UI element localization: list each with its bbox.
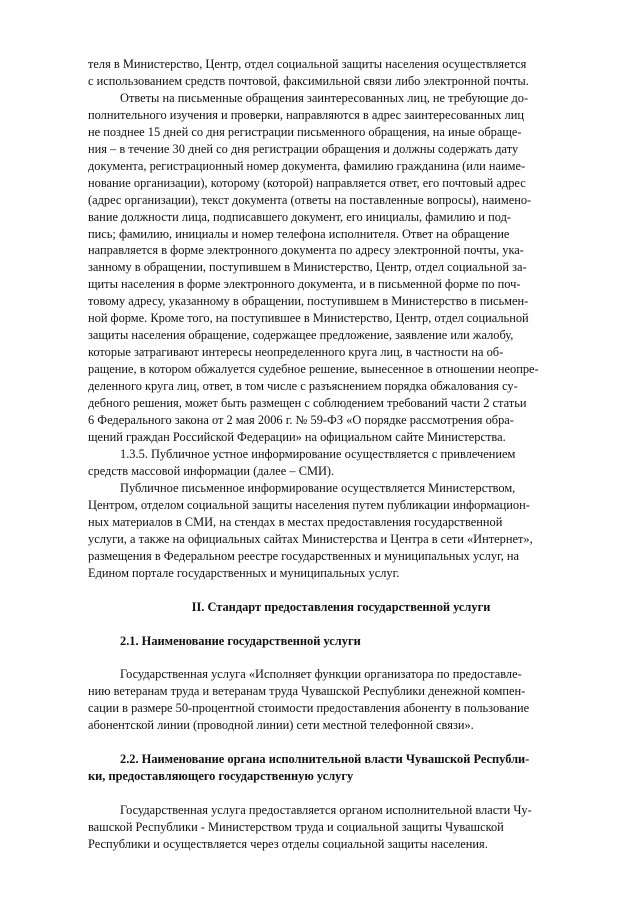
paragraph-service-name: Государственная услуга «Исполняет функции организатора по предоставле- нию ветеранам труда и ветеранам труда Чувашской Республики денежной компен- сации в размере 50-процентной стоимости предоставления абоненту в пользование абонентской линии (проводной линии) сети местной телефонной связи». [88, 667, 530, 733]
paragraph-public-written-informing: Публичное письменное информирование осуществляется Министерством, Центром, отделом социальной защиты населения путем публикации информацион- ных материалов в СМИ, на стендах в местах предоставления государственной услуги, а также на официальных сайтах Министерства и Центра в сети «Интернет», размещения в Федеральном реестре государственных и муниципальных услуг, на Едином портале государственных и муниципальных услуг. [88, 480, 533, 580]
paragraph-authority: Государственная услуга предоставляется органом исполнительной власти Чу- вашской Республики - Министерством труда и социальной защиты Чувашской Республики и осуществляется через отделы социальной защиты населения. [88, 803, 532, 852]
spacer [88, 785, 594, 802]
spacer [88, 582, 594, 599]
paragraph-information-channels: теля в Министерство, Центр, отдел социальной защиты населения осуществляется с использованием средств почтовой, факсимильной связи либо электронной почты. [88, 57, 529, 88]
paragraph-public-oral-informing: 1.3.5. Публичное устное информирование осуществляется с привлечением средств массовой информации (далее – СМИ). [88, 446, 516, 478]
spacer [88, 649, 594, 666]
section-heading-standard: II. Стандарт предоставления государственной услуги [191, 599, 491, 614]
spacer [88, 616, 594, 633]
subsection-heading-authority: 2.2. Наименование органа исполнительной власти Чувашской Республи- ки, предоставляющего государственную услугу [88, 752, 530, 784]
paragraph-written-replies: Ответы на письменные обращения заинтересованных лиц, не требующие до- полнительного изучения и проверки, направляются в адрес заинтересованных лиц не позднее 15 дней со дня регистрации письменного обращения, на иные обраще- ния – в течение 30 дней со дня регистрации обращения и должны содержать дату документа, регистрационный номер документа, фамилию гражданина (или наиме- нование организации), которому (которой) направляется ответ, его почтовый адрес (адрес организации), текст документа (ответы на поставленные вопросы), наимено- вание должности лица, подписавшего документ, его инициалы, фамилию и под- пись; фамилию, инициалы и номер телефона исполнителя. Ответ на обращение направляется в форме электронного документа по адресу электронной почты, ука- занному в обращении, поступившем в Министерство, Центр, отдел социальной за- щиты населения в форме электронного документа, и в письменной форме по поч- товому адресу, указанному в обращении, поступившем в Министерство в письмен- ной форме. Кроме того, на поступившее в Министерство, Центр, отдел социальной защиты населения обращение, содержащее предложение, заявление или жалобу, которые затрагивают интересы неопределенного круга лиц, в частности на об- ращение, в котором обжалуется судебное решение, вынесенное в отношении неопре- деленного круга лиц, ответ, в том числе с разъяснением порядка обжалования су- дебного решения, может быть размещен с соблюдением требований части 2 статьи 6 Федерального закона от 2 мая 2006 г. № 59-ФЗ «О порядке рассмотрения обра- щений граждан Российской Федерации» на официальном сайте Министерства. [88, 90, 539, 444]
spacer [88, 734, 594, 751]
document-page [88, 56, 594, 853]
subsection-heading-service-name: 2.1. Наименование государственной услуги [120, 633, 361, 648]
